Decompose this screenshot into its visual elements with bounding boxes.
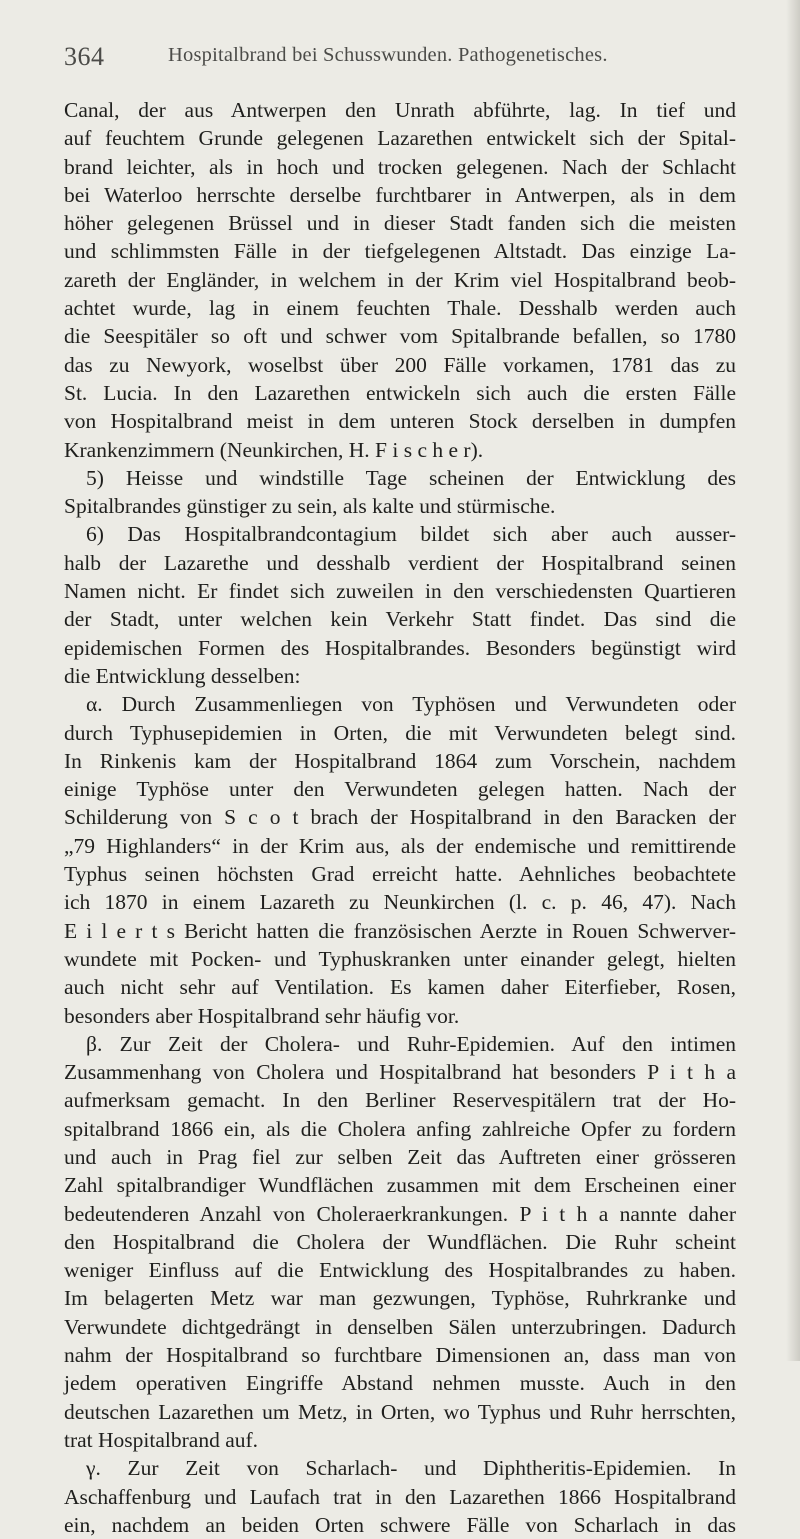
text-line: ein, nachdem an beiden Orten schwere Fälle von Scharlach in das (64, 1512, 736, 1537)
text-line: wundete mit Pocken- und Typhuskranken unter einander gelegt, hielten (64, 946, 736, 971)
text-line: Zusammenhang von Cholera und Hospitalbrand hat besonders P i t h a (64, 1060, 736, 1085)
text-line: 6) Das Hospitalbrandcontagium bildet sich aber auch ausser- (86, 522, 736, 547)
page-header (64, 42, 736, 82)
text-line: achtet wurde, lag in einem feuchten Thale. Desshalb werden auch (64, 296, 736, 321)
text-line: deutschen Lazarethen um Metz, in Orten, wo Typhus und Ruhr herrschten, (64, 1399, 736, 1424)
text-line: auf feuchtem Grunde gelegenen Lazarethen entwickelt sich der Spital- (64, 126, 736, 151)
text-line: zareth der Engländer, in welchem in der Krim viel Hospitalbrand beob- (64, 267, 736, 292)
text-line: besonders aber Hospitalbrand sehr häufig vor. (64, 1003, 460, 1028)
text-line: Im belagerten Metz war man gezwungen, Typhöse, Ruhrkranke und (64, 1286, 736, 1311)
text-line: und auch in Prag fiel zur selben Zeit das Auftreten einer grösseren (64, 1144, 736, 1169)
page-number: 364 (64, 42, 105, 71)
text-line: höher gelegenen Brüssel und in dieser Stadt fanden sich die meisten (64, 211, 736, 236)
text-line: β. Zur Zeit der Cholera- und Ruhr-Epidemien. Auf den intimen (86, 1031, 736, 1056)
text-line: die Seespitäler so oft und schwer vom Spitalbrande befallen, so 1780 (64, 324, 736, 349)
text-line: epidemischen Formen des Hospitalbrandes. Besonders begünstigt wird (64, 635, 736, 660)
text-line: bei Waterloo herrschte derselbe furchtbarer in Antwerpen, als in dem (64, 182, 736, 207)
text-line: spitalbrand 1866 ein, als die Cholera anfing zahlreiche Opfer zu fordern (64, 1116, 736, 1141)
text-line: St. Lucia. In den Lazarethen entwickeln sich auch die ersten Fälle (64, 380, 736, 405)
text-line: aufmerksam gemacht. In den Berliner Reservespitälern trat der Ho- (64, 1088, 736, 1113)
text-line: Zahl spitalbrandiger Wundflächen zusammen mit dem Erscheinen einer (64, 1173, 736, 1198)
text-line: E i l e r t s Bericht hatten die französischen Aerzte in Rouen Schwerver- (64, 918, 736, 943)
text-line: Aschaffenburg und Laufach trat in den Lazarethen 1866 Hospitalbrand (64, 1484, 736, 1509)
text-line: die Entwicklung desselben: (64, 663, 301, 688)
text-line: Verwundete dichtgedrängt in denselben Sälen unterzubringen. Dadurch (64, 1314, 736, 1339)
text-line: durch Typhusepidemien in Orten, die mit Verwundeten belegt sind. (64, 720, 736, 745)
text-line: trat Hospitalbrand auf. (64, 1427, 259, 1452)
text-line: 5) Heisse und windstille Tage scheinen der Entwicklung des (86, 465, 736, 490)
text-line: „79 Highlanders“ in der Krim aus, als der endemische und remittirende (64, 833, 736, 858)
text-line: einige Typhöse unter den Verwundeten gelegen hatten. Nach der (64, 777, 736, 802)
text-line: Schilderung von S c o t brach der Hospitalbrand in den Baracken der (64, 805, 736, 830)
text-line: den Hospitalbrand die Cholera der Wundflächen. Die Ruhr scheint (64, 1229, 736, 1254)
text-line: brand leichter, als in hoch und trocken gelegenen. Nach der Schlacht (64, 154, 736, 179)
text-line: Krankenzimmern (Neunkirchen, H. F i s c h e r). (64, 437, 484, 462)
text-line: nahm der Hospitalbrand so furchtbare Dimensionen an, dass man von (64, 1343, 736, 1368)
text-line: das zu Newyork, woselbst über 200 Fälle vorkamen, 1781 das zu (64, 352, 736, 377)
text-line: Spitalbrandes günstiger zu sein, als kalte und stürmische. (64, 494, 556, 519)
text-line: bedeutenderen Anzahl von Choleraerkrankungen. P i t h a nannte daher (64, 1201, 736, 1226)
text-line: weniger Einfluss auf die Entwicklung des Hospitalbrandes zu haben. (64, 1258, 736, 1283)
text-line: γ. Zur Zeit von Scharlach- und Diphtheritis-Epidemien. In (86, 1456, 736, 1481)
text-line: α. Durch Zusammenliegen von Typhösen und Verwundeten oder (86, 692, 736, 717)
text-line: ich 1870 in einem Lazareth zu Neunkirchen (l. c. p. 46, 47). Nach (64, 890, 736, 915)
text-line: Namen nicht. Er findet sich zuweilen in den verschiedensten Quartieren (64, 579, 736, 604)
body-text (64, 96, 736, 1539)
text-line: der Stadt, unter welchen kein Verkehr Statt findet. Das sind die (64, 607, 736, 632)
text-line: In Rinkenis kam der Hospitalbrand 1864 zum Vorschein, nachdem (64, 748, 736, 773)
text-line: Canal, der aus Antwerpen den Unrath abführte, lag. In tief und (64, 98, 736, 122)
text-line: halb der Lazarethe und desshalb verdient der Hospitalbrand seinen (64, 550, 736, 575)
text-line: von Hospitalbrand meist in dem unteren Stock derselben in dumpfen (64, 409, 736, 434)
running-title: Hospitalbrand bei Schusswunden. Pathogenetisches. (168, 44, 608, 66)
text-line: Typhus seinen höchsten Grad erreicht hatte. Aehnliches beobachtete (64, 862, 736, 887)
text-line: auch nicht sehr auf Ventilation. Es kamen daher Eiterfieber, Rosen, (64, 975, 736, 1000)
page-edge-shadow (786, 0, 800, 1361)
text-line: jedem operativen Eingriffe Abstand nehmen musste. Auch in den (64, 1371, 736, 1396)
text-line: und schlimmsten Fälle in der tiefgelegenen Altstadt. Das einzige La- (64, 239, 736, 264)
